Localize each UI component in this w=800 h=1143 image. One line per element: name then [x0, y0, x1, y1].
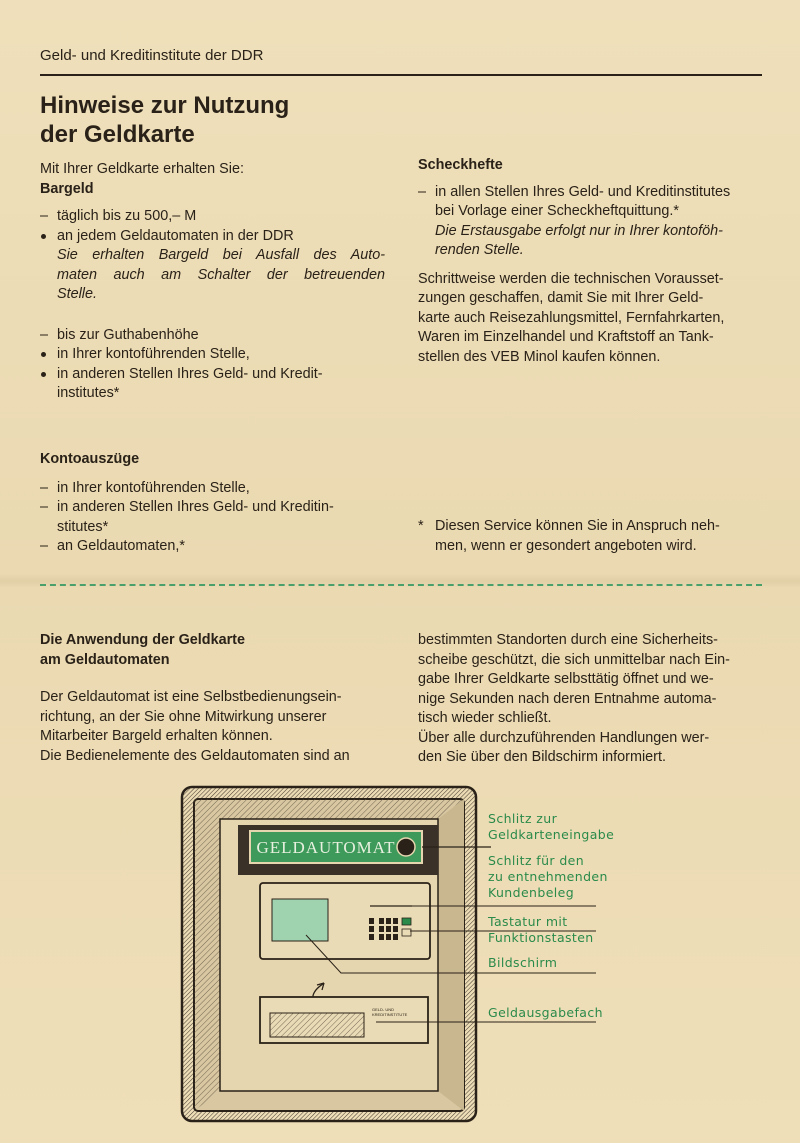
bargeld-heading: Bargeld: [40, 180, 94, 197]
lower-para-line: scheibe geschützt, die sich unmittelbar nach Ein-: [418, 651, 730, 668]
lower-para-line: Mitarbeiter Bargeld erhalten können.: [40, 728, 273, 744]
footnote-mark: *: [418, 518, 424, 534]
callout-card-slot-2: Geldkarteneingabe: [488, 827, 615, 842]
callout-receipt-3: Kundenbeleg: [488, 885, 575, 900]
lower-para-line: gabe Ihrer Geldkarte selbsttätig öffnet und we-: [418, 671, 714, 687]
list-item: in anderen Stellen Ihres Geld- und Kredit-: [40, 365, 385, 385]
list-item: – an Geldautomaten,*: [40, 538, 186, 554]
footnote-line: Diesen Service können Sie in Anspruch neh-: [435, 518, 720, 534]
atm-screen: [272, 899, 328, 941]
konto-heading: Kontoauszüge: [40, 451, 140, 467]
bullet-note-line: Sie erhalten Bargeld bei Ausfall des Auto-: [57, 247, 385, 263]
bullet-note-line: Stelle.: [57, 286, 97, 302]
title-line-1: Hinweise zur Nutzung: [40, 92, 290, 119]
scheck-note-line: Die Erstausgabe erfolgt nur in Ihrer kontoföh-: [435, 222, 723, 239]
lower-para-line: nige Sekunden nach deren Entnahme automa-: [418, 690, 717, 707]
list-item: – täglich bis zu 500,– M: [40, 208, 197, 224]
lower-para-line: den Sie über den Bildschirm informiert.: [418, 749, 666, 765]
lower-para-line: bestimmten Standorten durch eine Sicherheits-: [418, 632, 718, 648]
title-line-2: der Geldkarte: [40, 121, 195, 148]
konto-section: [40, 450, 385, 557]
para-line: karte auch Reisezahlungsmittel, Fernfahrkarten,: [418, 309, 725, 326]
tray-label: KREDITINSTITUTE: [372, 1012, 408, 1017]
left-column: [40, 160, 385, 404]
cut-line: [40, 584, 762, 586]
scheck-note-line: renden Stelle.: [435, 242, 524, 258]
callout-receipt-1: Schlitz für den: [488, 853, 585, 868]
list-item-cont: institutes*: [57, 385, 120, 401]
lower-para-line: richtung, an der Sie ohne Mitwirkung unserer: [40, 708, 327, 725]
callout-keypad-1: Tastatur mit: [488, 914, 568, 929]
lower-para-line: Der Geldautomat ist eine Selbstbedienungsein-: [40, 689, 342, 705]
footnote-line: men, wenn er gesondert angeboten wird.: [435, 537, 697, 554]
atm-sign-text: GELDAUTOMAT: [256, 838, 396, 857]
list-item: – bis zur Guthabenhöhe: [40, 326, 199, 343]
callout-card-slot-1: Schlitz zur: [488, 811, 558, 826]
lower-para-line: Die Bedienelemente des Geldautomaten sind an: [40, 747, 350, 764]
list-item: – in allen Stellen Ihres Geld- und Kreditinstitutes: [418, 183, 731, 200]
list-item: – in anderen Stellen Ihres Geld- und Kreditin-: [40, 499, 334, 515]
list-item: an jedem Geldautomaten in der DDR: [40, 227, 385, 247]
lower-heading-line: Die Anwendung der Geldkarte: [40, 632, 245, 648]
page-header: Geld- und Kreditinstitute der DDR: [40, 47, 264, 64]
page-title: [40, 91, 289, 149]
lower-heading-line: am Geldautomaten: [40, 651, 170, 668]
scheck-heading: Scheckhefte: [418, 157, 503, 173]
callout-cash-tray: Geldausgabefach: [488, 1005, 603, 1020]
list-item: in Ihrer kontoführenden Stelle,: [40, 345, 385, 365]
lower-left-column: [40, 631, 385, 766]
header-rule: [40, 74, 762, 76]
para-line: stellen des VEB Minol kaufen können.: [418, 348, 661, 365]
para-line: Schrittweise werden die technischen Vorausset-: [418, 270, 724, 287]
footnote: [418, 517, 764, 556]
list-item-cont: bei Vorlage einer Scheckheftquittung.*: [435, 203, 680, 219]
callout-keypad-2: Funktionstasten: [488, 930, 594, 945]
list-item: – in Ihrer kontoführenden Stelle,: [40, 479, 250, 496]
list-item-cont: stitutes*: [57, 518, 109, 535]
lower-para-line: Über alle durchzuführenden Handlungen wer-: [418, 729, 710, 746]
bullet-note-line: maten auch am Schalter der betreuenden: [57, 266, 385, 283]
atm-illustration: [176, 785, 776, 1125]
atm-sign-logo: [397, 838, 415, 856]
callout-screen: Bildschirm: [488, 955, 558, 970]
lower-para-line: tisch wieder schließt.: [418, 710, 552, 726]
tray-label: GELD- UND: [372, 1007, 395, 1012]
para-line: Waren im Einzelhandel und Kraftstoff an Tank-: [418, 329, 714, 345]
callout-receipt-2: zu entnehmenden: [488, 869, 608, 884]
intro-text: Mit Ihrer Geldkarte erhalten Sie:: [40, 161, 244, 177]
para-line: zungen geschaffen, damit Sie mit Ihrer Geld-: [418, 290, 704, 306]
right-column: [418, 156, 764, 367]
lower-right-column: [418, 631, 764, 768]
